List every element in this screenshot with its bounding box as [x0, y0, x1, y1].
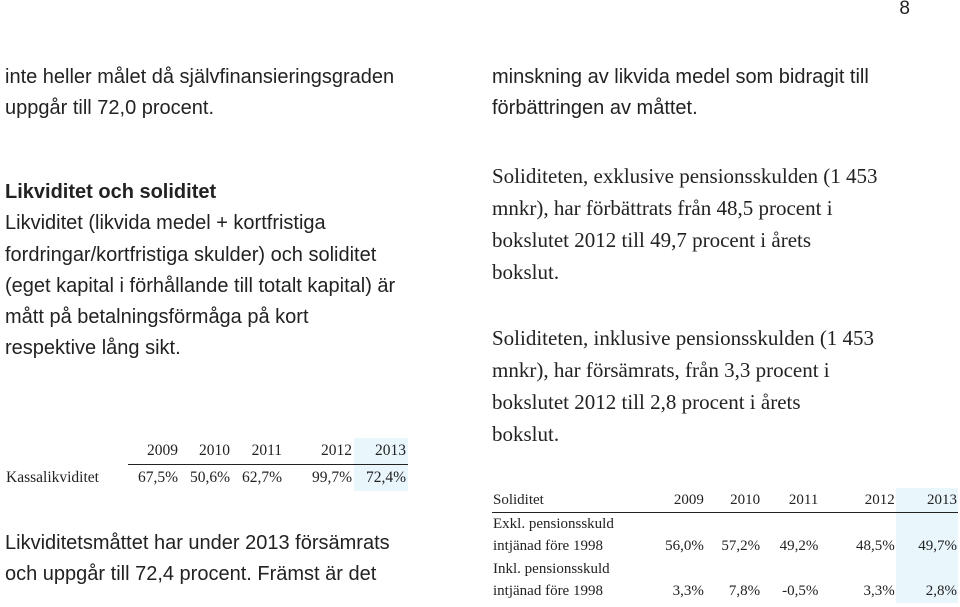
- row-label: Exkl. pensionsskuld: [493, 515, 614, 532]
- text-line: Likviditetsmåttet har under 2013 försämrats: [5, 532, 390, 554]
- year-header: 2011: [761, 488, 819, 513]
- text-line: mått på betalningsförmåga på kort: [5, 306, 309, 329]
- value-cell: 3,3%: [863, 583, 895, 600]
- year-header: 2009: [128, 438, 180, 465]
- year-header: 2013: [896, 488, 958, 513]
- value-cell: 49,2%: [779, 538, 819, 555]
- right-intro-paragraph: [492, 62, 910, 125]
- table-row: [492, 536, 958, 559]
- year-header: 2011: [232, 438, 284, 465]
- year-header: 2012: [284, 438, 354, 465]
- text-line: bokslut.: [492, 260, 560, 284]
- value-cell: 50,6%: [189, 469, 230, 486]
- value-cell: 99,7%: [311, 469, 352, 486]
- text-line: Soliditeten, inklusive pensionsskulden (1 453: [492, 326, 875, 350]
- text-line: fordringar/kortfristiga skulder) och soliditet: [5, 243, 377, 266]
- value-cell: 2,8%: [896, 581, 958, 604]
- empty-cell: [4, 438, 128, 465]
- value-cell: 49,7%: [896, 536, 958, 559]
- table-row: [4, 465, 408, 492]
- value-cell: 3,3%: [672, 583, 704, 600]
- solvency-table: [492, 488, 958, 603]
- text-line: respektive lång sikt.: [5, 337, 181, 360]
- text-line: förbättringen av måttet.: [492, 97, 698, 120]
- left-intro-paragraph: [5, 62, 421, 125]
- text-line: mnkr), har försämrats, från 3,3 procent i: [492, 358, 830, 382]
- page-number: 8: [899, 0, 910, 19]
- text-line: Likviditet (likvida medel + kortfristiga: [5, 212, 326, 235]
- value-cell: 7,8%: [728, 583, 761, 600]
- value-cell: 57,2%: [721, 538, 761, 555]
- text-line: och uppgår till 72,4 procent. Främst är det: [5, 563, 377, 586]
- text-line: uppgår till 72,0 procent.: [5, 97, 215, 120]
- value-cell: 56,0%: [665, 538, 704, 555]
- row-label: Kassalikviditet: [6, 468, 99, 486]
- text-line: Soliditeten, exklusive pensionsskulden (1 453: [492, 164, 878, 188]
- solvency-paragraph-excl: [492, 160, 910, 288]
- table-row: [492, 558, 958, 581]
- section-heading: Likviditet och soliditet: [5, 181, 217, 203]
- row-label: Inkl. pensionsskuld: [493, 560, 610, 577]
- text-line: inte heller målet då självfinansieringsgraden: [5, 66, 395, 88]
- kassa-table: [4, 438, 408, 491]
- text-line: minskning av likvida medel som bidragit till: [492, 66, 869, 88]
- kassa-table-header-row: [4, 438, 408, 465]
- text-line: (eget kapital i förhållande till totalt kapital) är: [5, 274, 396, 297]
- row-label: intjänad före 1998: [493, 538, 603, 555]
- value-cell: 72,4%: [354, 465, 408, 492]
- header-label: Soliditet: [492, 488, 645, 513]
- left-closing-paragraph: [5, 528, 421, 591]
- table-row: [492, 513, 958, 536]
- value-cell: 62,7%: [241, 469, 282, 486]
- year-header: 2010: [705, 488, 761, 513]
- solvency-table-header-row: [492, 488, 958, 513]
- text-line: bokslutet 2012 till 49,7 procent i årets: [492, 228, 812, 252]
- year-header: 2010: [180, 438, 232, 465]
- year-header: 2012: [819, 488, 895, 513]
- solvency-paragraph-incl: [492, 322, 910, 450]
- value-cell: 48,5%: [855, 538, 895, 555]
- row-label: intjänad före 1998: [493, 583, 603, 600]
- year-header: 2009: [645, 488, 705, 513]
- table-row: [492, 581, 958, 604]
- text-line: mnkr), har förbättrats från 48,5 procent i: [492, 196, 833, 220]
- year-header: 2013: [354, 438, 408, 465]
- text-line: bokslutet 2012 till 2,8 procent i årets: [492, 390, 801, 414]
- liquidity-section: [5, 177, 421, 365]
- text-line: bokslut.: [492, 422, 560, 446]
- value-cell: -0,5%: [782, 583, 819, 600]
- value-cell: 67,5%: [137, 469, 178, 486]
